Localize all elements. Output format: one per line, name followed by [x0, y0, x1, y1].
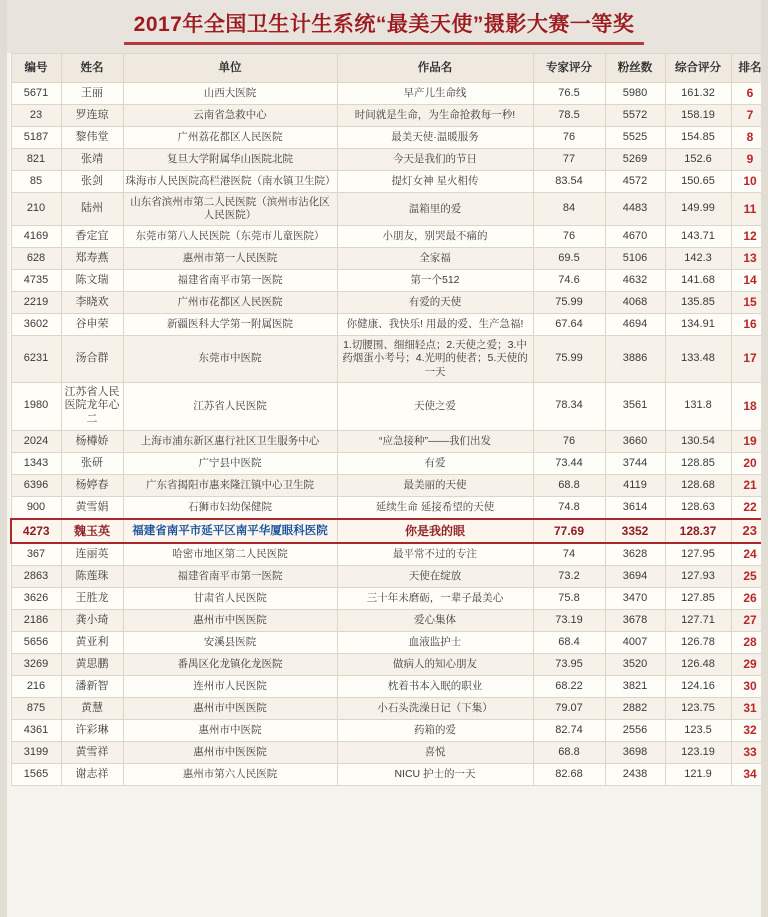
column-header-total-score: 综合评分	[665, 54, 731, 83]
entry-id: 2024	[11, 430, 61, 452]
entry-name: 黄思鹏	[61, 654, 123, 676]
entry-unit: 云南省急救中心	[123, 105, 337, 127]
entry-unit: 连州市人民医院	[123, 676, 337, 698]
entry-rank: 26	[731, 588, 768, 610]
entry-name: 龚小琦	[61, 610, 123, 632]
entry-total-score: 133.48	[665, 336, 731, 382]
entry-expert-score: 68.4	[533, 632, 605, 654]
entry-total-score: 123.5	[665, 720, 731, 742]
entry-name: 黄雪祥	[61, 742, 123, 764]
entry-total-score: 150.65	[665, 171, 731, 193]
entry-name: 谢志祥	[61, 764, 123, 786]
entry-unit: 山西大医院	[123, 83, 337, 105]
entry-fans-count: 3694	[605, 566, 665, 588]
entry-rank: 15	[731, 292, 768, 314]
entry-rank: 29	[731, 654, 768, 676]
entry-total-score: 128.63	[665, 496, 731, 519]
table-row	[11, 452, 768, 474]
entry-expert-score: 77	[533, 149, 605, 171]
column-header-fans: 粉丝数	[605, 54, 665, 83]
table-row	[11, 654, 768, 676]
entry-unit: 广州荔花都区人民医院	[123, 127, 337, 149]
entry-fans-count: 4068	[605, 292, 665, 314]
entry-unit: 复旦大学附属华山医院北院	[123, 149, 337, 171]
table-header-row	[11, 54, 768, 83]
entry-name: 陈文瑞	[61, 270, 123, 292]
entry-expert-score: 76	[533, 430, 605, 452]
entry-unit: 惠州市第六人民医院	[123, 764, 337, 786]
entry-work: 提灯女神 星火相传	[337, 171, 533, 193]
entry-work: 天使之爱	[337, 382, 533, 430]
entry-name: 黎伟堂	[61, 127, 123, 149]
entry-unit: 哈密市地区第二人民医院	[123, 543, 337, 566]
table-row	[11, 474, 768, 496]
entry-total-score: 154.85	[665, 127, 731, 149]
entry-name: 黄慧	[61, 698, 123, 720]
entry-expert-score: 68.8	[533, 742, 605, 764]
entry-expert-score: 74.8	[533, 496, 605, 519]
entry-rank: 30	[731, 676, 768, 698]
entry-fans-count: 2556	[605, 720, 665, 742]
entry-fans-count: 3698	[605, 742, 665, 764]
entry-unit: 惠州市第一人民医院	[123, 248, 337, 270]
entry-id: 4169	[11, 226, 61, 248]
entry-rank: 23	[731, 519, 768, 543]
entry-total-score: 127.95	[665, 543, 731, 566]
entry-work: 时间就是生命，为生命抢救每一秒!	[337, 105, 533, 127]
entry-id: 3602	[11, 314, 61, 336]
entry-rank: 16	[731, 314, 768, 336]
entry-total-score: 126.48	[665, 654, 731, 676]
entry-work: 第一个512	[337, 270, 533, 292]
entry-unit: 珠海市人民医院高栏港医院（南水镇卫生院）	[123, 171, 337, 193]
table-row	[11, 336, 768, 382]
entry-expert-score: 73.2	[533, 566, 605, 588]
entry-name: 陈莲珠	[61, 566, 123, 588]
page-title: 2017年全国卫生计生系统“最美天使”摄影大赛一等奖	[124, 6, 645, 45]
entry-name: 杨婷春	[61, 474, 123, 496]
entry-work: 爱心集体	[337, 610, 533, 632]
entry-expert-score: 82.74	[533, 720, 605, 742]
entry-total-score: 127.93	[665, 566, 731, 588]
entry-expert-score: 75.99	[533, 292, 605, 314]
entry-expert-score: 84	[533, 193, 605, 226]
entry-id: 6231	[11, 336, 61, 382]
entry-work: “应急接种”——我们出发	[337, 430, 533, 452]
entry-total-score: 123.19	[665, 742, 731, 764]
entry-rank: 25	[731, 566, 768, 588]
entry-rank: 22	[731, 496, 768, 519]
entry-total-score: 134.91	[665, 314, 731, 336]
entry-expert-score: 78.5	[533, 105, 605, 127]
table-row	[11, 632, 768, 654]
entry-fans-count: 3520	[605, 654, 665, 676]
entry-unit: 东莞市中医院	[123, 336, 337, 382]
entry-unit: 广州市花都区人民医院	[123, 292, 337, 314]
entry-work: NICU 护士的一天	[337, 764, 533, 786]
entry-fans-count: 3628	[605, 543, 665, 566]
table-row	[11, 193, 768, 226]
entry-fans-count: 3678	[605, 610, 665, 632]
entry-id: 4361	[11, 720, 61, 742]
entry-expert-score: 68.22	[533, 676, 605, 698]
column-header-unit: 单位	[123, 54, 337, 83]
entry-work: 血液监护士	[337, 632, 533, 654]
entry-name: 王丽	[61, 83, 123, 105]
table-row	[11, 105, 768, 127]
entry-name: 王胜龙	[61, 588, 123, 610]
entry-id: 4735	[11, 270, 61, 292]
entry-work: 喜悦	[337, 742, 533, 764]
entry-unit: 福建省南平市第一医院	[123, 566, 337, 588]
entry-id: 1343	[11, 452, 61, 474]
entry-fans-count: 5106	[605, 248, 665, 270]
entry-expert-score: 73.95	[533, 654, 605, 676]
entry-total-score: 158.19	[665, 105, 731, 127]
column-header-expert-score: 专家评分	[533, 54, 605, 83]
table-row	[11, 566, 768, 588]
entry-rank: 7	[731, 105, 768, 127]
entry-name: 李晓欢	[61, 292, 123, 314]
entry-unit: 广宁县中医院	[123, 452, 337, 474]
entry-rank: 17	[731, 336, 768, 382]
entry-fans-count: 5980	[605, 83, 665, 105]
entry-fans-count: 3660	[605, 430, 665, 452]
entry-work: 天使在绽放	[337, 566, 533, 588]
entry-work: 枕着书本入眠的职业	[337, 676, 533, 698]
entry-id: 2863	[11, 566, 61, 588]
entry-total-score: 121.9	[665, 764, 731, 786]
entry-fans-count: 3614	[605, 496, 665, 519]
table-row	[11, 382, 768, 430]
title-bar	[0, 0, 768, 53]
table-row	[11, 742, 768, 764]
entry-expert-score: 74.6	[533, 270, 605, 292]
entry-expert-score: 78.34	[533, 382, 605, 430]
entry-rank: 31	[731, 698, 768, 720]
entry-fans-count: 5572	[605, 105, 665, 127]
entry-unit: 安溪县医院	[123, 632, 337, 654]
entry-expert-score: 82.68	[533, 764, 605, 786]
table-header	[11, 54, 768, 83]
entry-unit: 甘肃省人民医院	[123, 588, 337, 610]
entry-unit: 东莞市第八人民医院（东莞市儿童医院）	[123, 226, 337, 248]
entry-name: 陆州	[61, 193, 123, 226]
entry-work: 最美天使·温暖服务	[337, 127, 533, 149]
entry-total-score: 128.68	[665, 474, 731, 496]
entry-work: 最美丽的天使	[337, 474, 533, 496]
entry-rank: 33	[731, 742, 768, 764]
entry-id: 367	[11, 543, 61, 566]
entry-name: 汤合群	[61, 336, 123, 382]
entry-name: 谷申荣	[61, 314, 123, 336]
entry-work: 小朋友，别哭最不痛的	[337, 226, 533, 248]
entry-total-score: 135.85	[665, 292, 731, 314]
entry-id: 628	[11, 248, 61, 270]
entry-rank: 8	[731, 127, 768, 149]
table-row	[11, 543, 768, 566]
entry-rank: 6	[731, 83, 768, 105]
column-header-id: 编号	[11, 54, 61, 83]
entry-work: 1.切腰围、细细轻点；2.天使之爱；3.中药烟蛋小考号；4.光明的使者；5.天使的一天	[337, 336, 533, 382]
entry-name: 许彩琳	[61, 720, 123, 742]
table-row	[11, 149, 768, 171]
entry-unit: 山东省滨州市第二人民医院（滨州市沾化区人民医院）	[123, 193, 337, 226]
entry-fans-count: 4694	[605, 314, 665, 336]
entry-id: 821	[11, 149, 61, 171]
entry-work: 做病人的知心朋友	[337, 654, 533, 676]
entry-name: 郑寿燕	[61, 248, 123, 270]
entry-rank: 20	[731, 452, 768, 474]
ranking-table	[10, 53, 768, 786]
entry-name: 黄雪娟	[61, 496, 123, 519]
table-row	[11, 764, 768, 786]
entry-work: 有爱的天使	[337, 292, 533, 314]
table-row	[11, 226, 768, 248]
entry-total-score: 130.54	[665, 430, 731, 452]
entry-fans-count: 4483	[605, 193, 665, 226]
table-row	[11, 430, 768, 452]
entry-unit: 福建省南平市延平区南平华厦眼科医院	[123, 519, 337, 543]
entry-expert-score: 76.5	[533, 83, 605, 105]
entry-id: 5656	[11, 632, 61, 654]
entry-name: 香定宜	[61, 226, 123, 248]
entry-fans-count: 2438	[605, 764, 665, 786]
entry-unit: 新疆医科大学第一附属医院	[123, 314, 337, 336]
entry-work: 早产儿生命线	[337, 83, 533, 105]
entry-rank: 24	[731, 543, 768, 566]
page-right-edge	[761, 0, 768, 917]
table-row	[11, 610, 768, 632]
entry-rank: 9	[731, 149, 768, 171]
entry-total-score: 128.85	[665, 452, 731, 474]
entry-rank: 28	[731, 632, 768, 654]
entry-work: 三十年未磨砺，一辈子最美心	[337, 588, 533, 610]
entry-id: 900	[11, 496, 61, 519]
entry-expert-score: 76	[533, 127, 605, 149]
entry-id: 3626	[11, 588, 61, 610]
entry-fans-count: 3744	[605, 452, 665, 474]
table-row	[11, 270, 768, 292]
entry-fans-count: 4670	[605, 226, 665, 248]
page-left-edge	[0, 0, 7, 917]
table-row	[11, 588, 768, 610]
entry-work: 药箱的爱	[337, 720, 533, 742]
entry-id: 2186	[11, 610, 61, 632]
entry-unit: 惠州市中医医院	[123, 742, 337, 764]
entry-unit: 惠州市中医医院	[123, 610, 337, 632]
table-container	[0, 53, 768, 792]
entry-work: 温箱里的爱	[337, 193, 533, 226]
entry-fans-count: 4119	[605, 474, 665, 496]
entry-fans-count: 3470	[605, 588, 665, 610]
entry-work: 有爱	[337, 452, 533, 474]
entry-work: 延续生命 延接希望的天使	[337, 496, 533, 519]
entry-rank: 11	[731, 193, 768, 226]
entry-expert-score: 69.5	[533, 248, 605, 270]
entry-work: 全家福	[337, 248, 533, 270]
entry-fans-count: 3561	[605, 382, 665, 430]
entry-expert-score: 74	[533, 543, 605, 566]
entry-expert-score: 67.64	[533, 314, 605, 336]
table-row	[11, 676, 768, 698]
entry-id: 875	[11, 698, 61, 720]
entry-work: 小石头洗澡日记（下集）	[337, 698, 533, 720]
entry-rank: 34	[731, 764, 768, 786]
entry-id: 1980	[11, 382, 61, 430]
entry-name: 江苏省人民医院龙年心二	[61, 382, 123, 430]
table-row	[11, 248, 768, 270]
entry-name: 张剑	[61, 171, 123, 193]
table-body	[11, 83, 768, 786]
entry-id: 5671	[11, 83, 61, 105]
entry-total-score: 124.16	[665, 676, 731, 698]
entry-expert-score: 77.69	[533, 519, 605, 543]
column-header-rank: 排名	[731, 54, 768, 83]
entry-work: 你是我的眼	[337, 519, 533, 543]
column-header-name: 姓名	[61, 54, 123, 83]
entry-unit: 江苏省人民医院	[123, 382, 337, 430]
entry-unit: 惠州市中医医院	[123, 698, 337, 720]
entry-work: 你健康、我快乐! 用最的爱、生产急福!	[337, 314, 533, 336]
entry-expert-score: 75.99	[533, 336, 605, 382]
entry-id: 216	[11, 676, 61, 698]
entry-expert-score: 68.8	[533, 474, 605, 496]
entry-unit: 广东省揭阳市惠来隆江镇中心卫生院	[123, 474, 337, 496]
entry-fans-count: 3886	[605, 336, 665, 382]
entry-name: 魏玉英	[61, 519, 123, 543]
entry-fans-count: 5525	[605, 127, 665, 149]
entry-fans-count: 4572	[605, 171, 665, 193]
entry-name: 黄亚利	[61, 632, 123, 654]
entry-id: 6396	[11, 474, 61, 496]
entry-total-score: 127.85	[665, 588, 731, 610]
table-row	[11, 314, 768, 336]
table-row	[11, 83, 768, 105]
entry-expert-score: 83.54	[533, 171, 605, 193]
entry-rank: 18	[731, 382, 768, 430]
entry-total-score: 152.6	[665, 149, 731, 171]
entry-name: 潘新智	[61, 676, 123, 698]
entry-expert-score: 73.19	[533, 610, 605, 632]
entry-rank: 14	[731, 270, 768, 292]
entry-total-score: 128.37	[665, 519, 731, 543]
entry-name: 张靖	[61, 149, 123, 171]
entry-name: 杨樽娇	[61, 430, 123, 452]
entry-unit: 上海市浦东新区惠行社区卫生服务中心	[123, 430, 337, 452]
table-row	[11, 698, 768, 720]
entry-expert-score: 76	[533, 226, 605, 248]
entry-fans-count: 3352	[605, 519, 665, 543]
entry-total-score: 131.8	[665, 382, 731, 430]
entry-total-score: 126.78	[665, 632, 731, 654]
table-row	[11, 496, 768, 519]
entry-total-score: 149.99	[665, 193, 731, 226]
entry-expert-score: 73.44	[533, 452, 605, 474]
table-row	[11, 292, 768, 314]
entry-total-score: 161.32	[665, 83, 731, 105]
entry-rank: 32	[731, 720, 768, 742]
entry-fans-count: 4007	[605, 632, 665, 654]
entry-id: 23	[11, 105, 61, 127]
column-header-work: 作品名	[337, 54, 533, 83]
entry-total-score: 141.68	[665, 270, 731, 292]
entry-total-score: 123.75	[665, 698, 731, 720]
entry-fans-count: 3821	[605, 676, 665, 698]
entry-id: 4273	[11, 519, 61, 543]
table-row	[11, 171, 768, 193]
entry-id: 3269	[11, 654, 61, 676]
entry-fans-count: 4632	[605, 270, 665, 292]
entry-rank: 13	[731, 248, 768, 270]
entry-fans-count: 5269	[605, 149, 665, 171]
entry-unit: 惠州市中医院	[123, 720, 337, 742]
table-row	[11, 519, 768, 543]
entry-rank: 21	[731, 474, 768, 496]
entry-fans-count: 2882	[605, 698, 665, 720]
entry-rank: 19	[731, 430, 768, 452]
entry-rank: 10	[731, 171, 768, 193]
entry-work: 今天是我们的节日	[337, 149, 533, 171]
entry-expert-score: 75.8	[533, 588, 605, 610]
entry-unit: 石狮市妇幼保健院	[123, 496, 337, 519]
entry-total-score: 143.71	[665, 226, 731, 248]
entry-unit: 福建省南平市第一医院	[123, 270, 337, 292]
entry-id: 2219	[11, 292, 61, 314]
entry-rank: 12	[731, 226, 768, 248]
entry-id: 210	[11, 193, 61, 226]
entry-id: 85	[11, 171, 61, 193]
entry-id: 5187	[11, 127, 61, 149]
entry-id: 3199	[11, 742, 61, 764]
entry-rank: 27	[731, 610, 768, 632]
entry-name: 张研	[61, 452, 123, 474]
entry-total-score: 127.71	[665, 610, 731, 632]
entry-work: 最平常不过的专注	[337, 543, 533, 566]
entry-expert-score: 79.07	[533, 698, 605, 720]
entry-id: 1565	[11, 764, 61, 786]
entry-name: 连丽英	[61, 543, 123, 566]
entry-unit: 番禺区化龙镇化龙医院	[123, 654, 337, 676]
entry-name: 罗连琼	[61, 105, 123, 127]
table-row	[11, 127, 768, 149]
entry-total-score: 142.3	[665, 248, 731, 270]
table-row	[11, 720, 768, 742]
